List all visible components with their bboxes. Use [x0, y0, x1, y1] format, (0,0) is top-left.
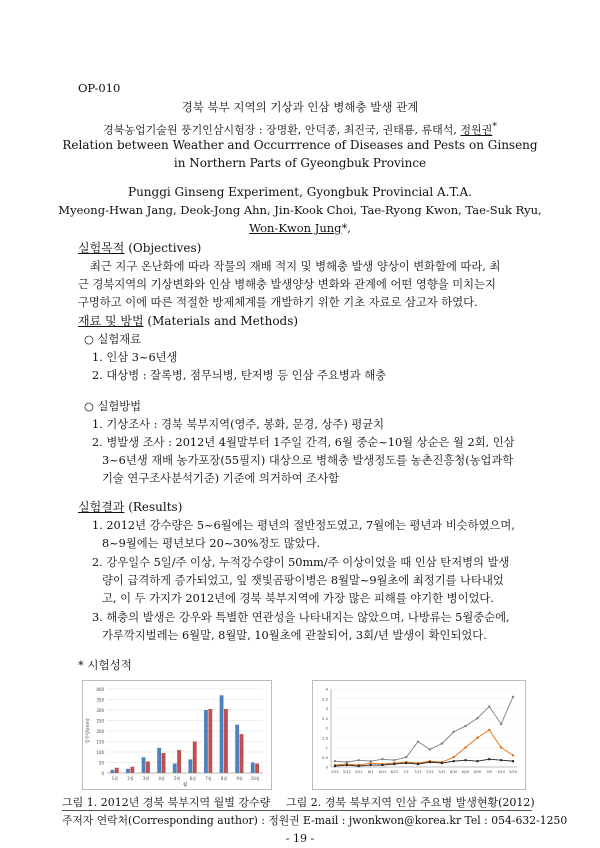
y-tick-label: 0 — [101, 771, 104, 776]
x-tick-label: 5/22 — [354, 770, 363, 774]
series-point — [334, 760, 336, 762]
bar — [240, 734, 244, 773]
series-point — [405, 756, 407, 758]
x-tick-label: 5/12 — [343, 770, 351, 774]
x-tick-label: 7/11 — [414, 770, 422, 774]
x-tick-label: 5월 — [173, 776, 181, 781]
y-tick-label: 1.5 — [321, 735, 328, 741]
bar — [146, 761, 150, 773]
series-point — [393, 763, 395, 765]
figures-heading: * 시험성적 — [78, 658, 132, 672]
bar — [110, 770, 114, 773]
figure-2-caption: 그림 2. 경북 북부지역 인삼 주요병 발생현황(2012) — [286, 796, 535, 809]
bar — [157, 748, 161, 773]
authors-english-line1: Myeong-Hwan Jang, Deok-Jong Ahn, Jin-Kook Choi, Tae-Ryong Kwon, Tae-Suk Ryu, — [58, 203, 542, 217]
section-objectives-heading: 실험목적 (Objectives) — [78, 241, 202, 255]
objectives-line2: 근 경북지역의 기상변화와 인삼 병해충 발생양상 변화와 관계에 어떤 영향을 미치는지 — [78, 278, 496, 291]
result-1-line1: 1. 2012년 강수량은 5~6월에는 평년의 절반정도였고, 7월에는 평년과 비슷하였으며, — [92, 519, 515, 532]
y-tick-label: 100 — [96, 750, 104, 755]
y-tick-label: 350 — [96, 697, 104, 703]
objectives-line1: 최근 지구 온난화에 따라 작물의 재배 적지 및 병해충 발생 양상이 변화함에 따라, 최 — [90, 260, 501, 273]
materials-item-1: 1. 인삼 3~6년생 — [92, 351, 178, 364]
x-tick-label: 6월 — [189, 776, 197, 781]
series-point — [358, 765, 360, 767]
title-korean: 경북 북부 지역의 기상과 인삼 병해충 발생 관계 — [181, 100, 419, 114]
series-point — [346, 764, 348, 766]
series-point — [334, 765, 336, 767]
series-point — [488, 705, 490, 707]
corresponding-author-en: Won-Kwon Jung — [249, 221, 342, 235]
methods-item-1: 1. 기상조사 : 경북 북부지역(영주, 봉화, 문경, 상주) 평균치 — [92, 418, 385, 431]
affiliation-english: Punggi Ginseng Experiment, Gyongbuk Provincial A.T.A. — [128, 185, 472, 199]
corresponding-author-kr: 정원권 — [460, 123, 493, 137]
x-tick-label: 9/19 — [497, 770, 505, 774]
y-tick-label: 50 — [98, 760, 104, 766]
x-tick-label: 3월 — [142, 776, 150, 781]
bar — [115, 768, 119, 773]
x-tick-label: 9/29 — [509, 770, 517, 774]
series-point — [500, 759, 502, 761]
x-tick-label: 8/10 — [449, 770, 458, 774]
series-point — [441, 742, 443, 744]
y-tick-label: 250 — [96, 718, 104, 724]
bar — [126, 769, 130, 773]
series-point — [452, 756, 454, 758]
series-point — [476, 717, 478, 719]
series-line — [335, 697, 513, 762]
series-point — [346, 761, 348, 763]
x-tick-label: 10월 — [250, 776, 260, 781]
x-tick-label: 7/31 — [437, 770, 446, 774]
x-tick-label: 4월 — [158, 776, 165, 781]
section-results-heading: 실험결과 (Results) — [78, 500, 183, 514]
x-tick-label: 1월 — [111, 776, 119, 781]
figure-2-disease-chart — [312, 680, 526, 790]
bar — [224, 709, 228, 773]
bar — [204, 710, 208, 773]
result-3-line2: 가루깍지벌레는 6월말, 8월말, 10월초에 관찰되어, 3회/년 발생이 확인되었다. — [102, 629, 487, 642]
bar — [188, 759, 192, 773]
figure-1-rainfall-chart — [82, 680, 272, 790]
result-1-line2: 8~9월에는 평년보다 20~30%정도 많았다. — [102, 537, 321, 550]
bar — [177, 750, 181, 773]
series-point — [417, 763, 419, 765]
series-point — [441, 762, 443, 764]
series-point — [512, 754, 514, 756]
materials-subheading: ○ 실험재료 — [84, 333, 142, 346]
methods-item-2-line2: 3~6년생 재배 농가포장(55필지) 대상으로 병해충 발생정도를 농촌진흥청(농업과학 — [102, 454, 514, 467]
result-2-line1: 2. 강우일수 5일/주 이상, 누적강수량이 50mm/주 이상이었을 때 인삼 탄저병의 발생 — [92, 556, 510, 569]
series-point — [464, 759, 466, 761]
result-2-line2: 량이 급격하게 증가되었고, 잎 잿빛곰팡이병은 8월말~9월초에 최정기를 나타내었 — [102, 574, 504, 587]
x-tick-label: 9월 — [236, 776, 243, 781]
series-point — [488, 758, 490, 760]
x-tick-label: 5/22 — [331, 770, 339, 774]
methods-item-2-line3: 기술 연구조사분석기준) 기준에 의거하여 조사함 — [102, 472, 340, 485]
objectives-line3: 구명하고 이에 따른 적절한 방제체계를 개발하기 위한 기초 자료로 삼고자 하였다. — [78, 296, 478, 309]
authors-korean: 경북농업기술원 풍기인삼시험장 : 장명환, 안덕종, 최진국, 권태룡, 류태석, 정원권* — [103, 121, 497, 137]
x-tick-label: 2월 — [127, 776, 134, 781]
authors-english-line2: Won-Kwon Jung*, — [249, 221, 351, 235]
result-3-line1: 3. 해충의 발생은 강우와 특별한 연관성을 나타내지는 않았으며, 나방류는 5월중순에, — [92, 611, 510, 624]
x-tick-label: 7/21 — [426, 770, 434, 774]
bar — [208, 709, 212, 773]
series-point — [452, 760, 454, 762]
corresponding-contact: 주저자 연락처(Corresponding author) : 정원권 E-mail : jwonkwon@korea.kr Tel : 054-632-1250 — [62, 814, 568, 827]
bar — [162, 753, 166, 773]
series-point — [381, 758, 383, 760]
title-english-line1: Relation between Weather and Occurrrence of Diseases and Pests on Ginseng — [62, 138, 538, 152]
section-methods-heading: 재료 및 방법 (Materials and Methods) — [78, 314, 299, 328]
result-2-line3: 고, 이 두 가지가 2012년에 경북 북부지역에 가장 많은 피해를 야기한 병이었다. — [102, 592, 494, 605]
series-point — [393, 759, 395, 761]
paper-code: OP-010 — [78, 81, 121, 95]
bar — [255, 764, 259, 773]
x-tick-label: 7/1 — [403, 770, 409, 774]
series-point — [476, 760, 478, 762]
bar — [173, 764, 177, 773]
bar — [130, 767, 134, 773]
bar — [251, 763, 255, 774]
caption-divider — [62, 810, 532, 811]
series-point — [381, 764, 383, 766]
y-tick-label: 4 — [325, 686, 328, 692]
x-tick-label: 8월 — [220, 776, 228, 781]
series-point — [358, 759, 360, 761]
y-tick-label: 3 — [325, 706, 328, 711]
x-tick-label: 8/20 — [461, 770, 470, 774]
x-axis-label: 월 — [182, 783, 188, 788]
y-tick-label: 300 — [96, 708, 104, 713]
series-point — [500, 746, 502, 748]
y-tick-label: 0.5 — [321, 754, 328, 760]
y-tick-label: 2 — [325, 725, 328, 731]
disease-line-chart-svg — [313, 681, 525, 789]
series-point — [429, 748, 431, 750]
authors-korean-list: 경북농업기술원 풍기인삼시험장 : 장명환, 안덕종, 최진국, 권태룡, 류태석, — [103, 123, 461, 137]
series-point — [500, 723, 502, 725]
y-tick-label: 400 — [96, 687, 104, 692]
bar — [193, 742, 197, 774]
methods-item-2-line1: 2. 병발생 조사 : 2012년 4월말부터 1주일 간격, 6월 중순~10월 상순은 월 2회, 인삼 — [92, 436, 515, 449]
series-point — [488, 729, 490, 731]
series-point — [405, 762, 407, 764]
series-point — [369, 764, 371, 766]
series-point — [512, 760, 514, 762]
x-tick-label: 9/9 — [486, 770, 493, 774]
series-point — [417, 740, 419, 742]
page-number: - 19 - — [285, 832, 315, 845]
series-point — [464, 725, 466, 727]
x-tick-label: 6/1 — [367, 770, 374, 774]
materials-item-2: 2. 대상병 : 잘록병, 점무늬병, 탄저병 등 인삼 주요병과 해충 — [92, 369, 387, 382]
x-tick-label: 8/30 — [473, 770, 482, 774]
y-tick-label: 200 — [96, 729, 104, 734]
x-tick-label: 6/11 — [378, 770, 387, 774]
series-point — [464, 746, 466, 748]
y-tick-label: 1 — [325, 745, 328, 750]
series-point — [429, 761, 431, 763]
y-tick-label: 2.5 — [321, 715, 328, 721]
series-point — [512, 696, 514, 698]
figure-1-caption: 그림 1. 2012년 경북 북부지역 월별 강수량 — [62, 796, 271, 809]
methods-subheading: ○ 실험방법 — [84, 400, 142, 413]
series-point — [369, 760, 371, 762]
x-tick-label: 7월 — [205, 776, 212, 781]
series-point — [476, 737, 478, 739]
rainfall-bar-chart-svg — [83, 681, 271, 789]
bar — [235, 725, 239, 773]
y-axis-label: 강수량(mm) — [86, 718, 91, 744]
y-tick-label: 0 — [325, 764, 328, 770]
bar — [220, 695, 224, 773]
title-english-line2: in Northern Parts of Gyeongbuk Province — [173, 156, 427, 170]
series-point — [452, 731, 454, 733]
y-tick-label: 3.5 — [321, 696, 328, 702]
y-tick-label: 150 — [96, 739, 104, 745]
bar — [142, 757, 146, 773]
x-tick-label: 6/21 — [390, 770, 399, 774]
